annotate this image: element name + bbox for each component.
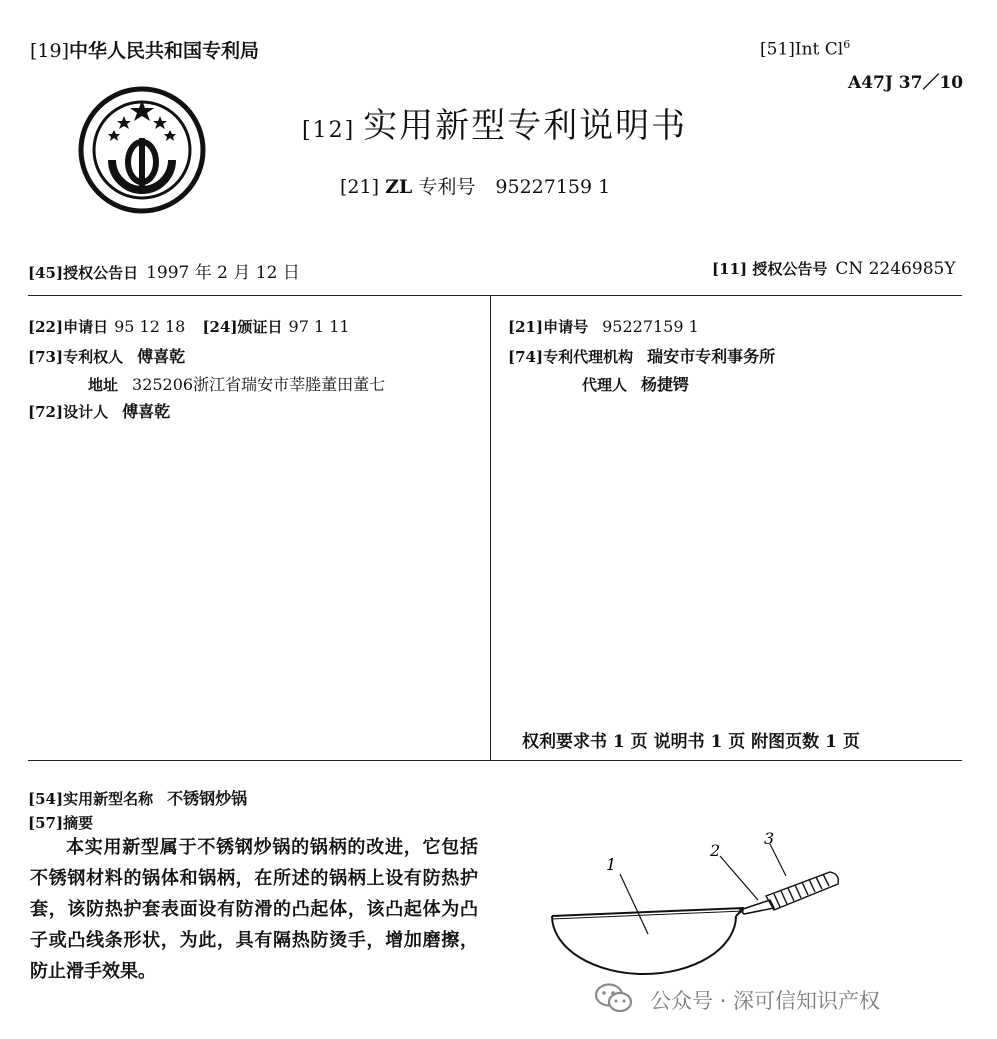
- classification-code: A47J 37／10: [848, 73, 964, 93]
- figure-label-1: 1: [606, 855, 617, 874]
- patent-number-value: 95227159 1: [495, 176, 611, 198]
- title-code: [12]: [302, 118, 356, 143]
- invention-name-value: 不锈钢炒锅: [167, 789, 248, 808]
- certificate-date-value: 97 1 11: [288, 317, 350, 336]
- publication-date-label: [45]授权公告日: [28, 264, 139, 282]
- patent-number-prefix: ZL: [385, 176, 413, 198]
- publication-date: [28, 258, 300, 283]
- wechat-icon: [594, 982, 634, 1014]
- filing-date: [22]申请日 95 12 18 [24]颁证日 97 1 11: [28, 317, 350, 336]
- office-code: [19]: [30, 40, 70, 62]
- patent-office-emblem-icon: [78, 86, 206, 214]
- document-title: [302, 98, 687, 147]
- watermark-text: 公众号 · 深可信知识产权: [650, 989, 881, 1013]
- wok-handle: [766, 872, 838, 910]
- application-number-value: 95227159 1: [602, 317, 699, 336]
- patent-number-code: [21]: [340, 176, 380, 198]
- page-count: 权利要求书 1 页 说明书 1 页 附图页数 1 页: [522, 732, 860, 752]
- designer-value: 傅喜乾: [122, 402, 171, 421]
- publication-number: [712, 258, 956, 279]
- patent-office: [30, 36, 259, 63]
- publication-number-label: [11] 授权公告号: [712, 260, 828, 278]
- filing-date-value: 95 12 18: [114, 317, 186, 336]
- holder-address: 地址 325206浙江省瑞安市莘塍董田董七: [88, 375, 386, 394]
- invention-name: [54]实用新型名称 不锈钢炒锅: [28, 789, 248, 808]
- office-name: 中华人民共和国专利局: [69, 40, 260, 62]
- divider-top: [28, 295, 962, 296]
- figure-label-2: 2: [710, 841, 721, 860]
- int-cl-label: [51]Int Cl: [760, 39, 844, 60]
- divider-vertical: [490, 295, 491, 760]
- patent-number: [340, 172, 610, 199]
- patent-number-label: 专利号: [418, 176, 476, 198]
- patent-holder: [73]专利权人 傅喜乾: [28, 347, 186, 366]
- abstract-text: 本实用新型属于不锈钢炒锅的锅柄的改进，它包括不锈钢材料的锅体和锅柄，在所述的锅柄上设有防热护套，该防热护套表面设有防滑的凸起体，该凸起体为凸子或凸线条形状，为此，具有隔热防烫手，增加磨擦，防止滑手效果。: [30, 837, 478, 982]
- publication-date-value: 1997 年 2 月 12 日: [146, 263, 300, 283]
- designer: [72]设计人 傅喜乾: [28, 402, 171, 421]
- patent-agency: [74]专利代理机构 瑞安市专利事务所: [508, 347, 776, 366]
- patent-holder-value: 傅喜乾: [137, 347, 186, 366]
- publication-number-value: CN 2246985Y: [835, 259, 956, 279]
- int-cl: [760, 38, 850, 60]
- abstract-heading: [57]摘要: [28, 814, 94, 832]
- int-cl-sup: 6: [843, 38, 851, 51]
- divider-middle: [28, 760, 962, 761]
- patent-agent: 代理人 杨捷锷: [582, 375, 690, 394]
- patent-agency-value: 瑞安市专利事务所: [647, 347, 776, 366]
- title-text: 实用新型专利说明书: [363, 106, 688, 146]
- application-number: [21]申请号 95227159 1: [508, 317, 699, 336]
- figure-label-3: 3: [764, 829, 775, 848]
- patent-agent-value: 杨捷锷: [641, 375, 690, 394]
- wok-figure: [548, 826, 848, 986]
- holder-address-value: 325206浙江省瑞安市莘塍董田董七: [132, 375, 386, 394]
